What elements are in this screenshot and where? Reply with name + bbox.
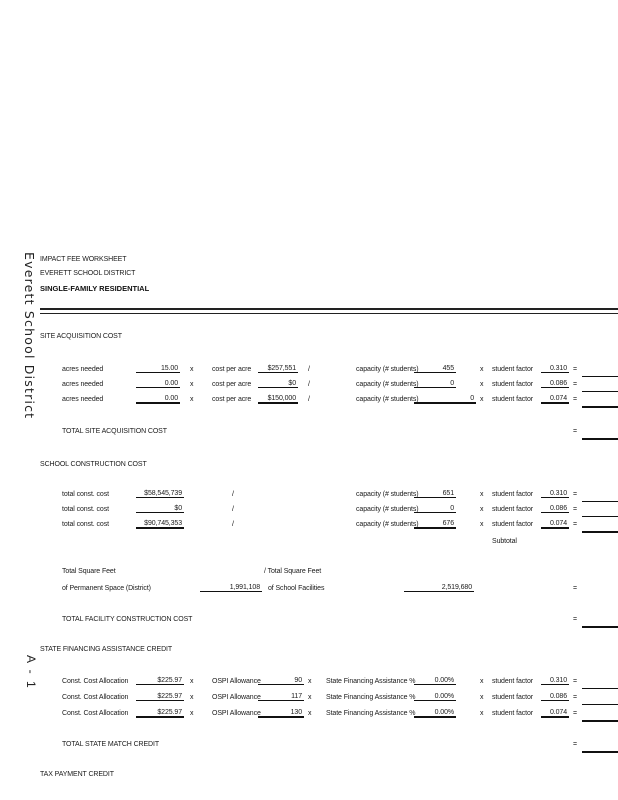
ospi-allowance-label: OSPI Allowance xyxy=(212,678,261,685)
header-divider-top xyxy=(40,308,618,310)
acres-value: 0.00 xyxy=(136,395,180,404)
eq-operator: = xyxy=(573,491,578,498)
capacity-label: capacity (# students) xyxy=(356,366,419,373)
acres-label: acres needed xyxy=(62,396,104,403)
result-line xyxy=(582,406,618,408)
student-factor-label: student factor xyxy=(492,396,534,403)
sfa-label: State Financing Assistance % xyxy=(326,694,416,701)
sfa-label: State Financing Assistance % xyxy=(326,678,416,685)
mult-operator: x xyxy=(480,521,484,528)
mult-operator: x xyxy=(190,710,194,717)
student-factor-label: student factor xyxy=(492,710,534,717)
student-factor-label: student factor xyxy=(492,491,534,498)
total-const-cost-value: $90,745,353 xyxy=(136,520,184,529)
total-const-cost-value: $58,545,739 xyxy=(136,490,184,498)
sfa-value: 0.00% xyxy=(414,677,456,685)
capacity-label: capacity (# students) xyxy=(356,396,419,403)
eq-operator: = xyxy=(573,694,578,701)
capacity-value: 0 xyxy=(414,395,476,404)
ospi-allowance-label: OSPI Allowance xyxy=(212,694,261,701)
student-factor-value: 0.074 xyxy=(541,395,569,404)
eq-operator: = xyxy=(573,396,578,403)
eq-operator: = xyxy=(573,428,578,435)
sfa-value: 0.00% xyxy=(414,693,456,701)
result-line xyxy=(582,720,618,722)
eq-operator: = xyxy=(573,506,578,513)
mult-operator: x xyxy=(190,366,194,373)
div-operator: / xyxy=(232,521,234,528)
result-line xyxy=(582,531,618,533)
site-total-line xyxy=(582,438,618,440)
cost-per-acre-label: cost per acre xyxy=(212,366,252,373)
permanent-sq-ft-value: 1,991,108 xyxy=(200,584,262,592)
eq-operator: = xyxy=(573,585,578,592)
sfa-label: State Financing Assistance % xyxy=(326,710,416,717)
result-line xyxy=(582,501,618,502)
header-residential-type: SINGLE-FAMILY RESIDENTIAL xyxy=(40,284,150,293)
result-line xyxy=(582,704,618,705)
mult-operator: x xyxy=(308,694,312,701)
capacity-label: capacity (# students) xyxy=(356,381,419,388)
capacity-value: 0 xyxy=(414,380,456,388)
student-factor-label: student factor xyxy=(492,366,534,373)
site-section-title: SITE ACQUISITION COST xyxy=(40,333,122,340)
district-sidebar-label: Everett School District xyxy=(22,252,37,420)
cost-allocation-label: Const. Cost Allocation xyxy=(62,710,129,717)
capacity-label: capacity (# students) xyxy=(356,491,419,498)
tax-section-title: TAX PAYMENT CREDIT xyxy=(40,771,114,778)
state-section-title: STATE FINANCING ASSISTANCE CREDIT xyxy=(40,646,173,653)
mult-operator: x xyxy=(480,366,484,373)
student-factor-value: 0.086 xyxy=(541,380,569,388)
student-factor-label: student factor xyxy=(492,381,534,388)
div-operator: / xyxy=(308,396,310,403)
total-const-cost-label: total const. cost xyxy=(62,506,109,513)
student-factor-value: 0.074 xyxy=(541,520,569,529)
result-line xyxy=(582,376,618,377)
student-factor-value: 0.086 xyxy=(541,505,569,513)
mult-operator: x xyxy=(190,396,194,403)
cost-per-acre-label: cost per acre xyxy=(212,396,252,403)
header-district: EVERETT SCHOOL DISTRICT xyxy=(40,270,136,277)
mult-operator: x xyxy=(308,710,312,717)
div-operator: / xyxy=(232,506,234,513)
site-total-label: TOTAL SITE ACQUISITION COST xyxy=(62,428,167,435)
mult-operator: x xyxy=(480,710,484,717)
student-factor-label: student factor xyxy=(492,678,534,685)
cost-per-acre-value: $0 xyxy=(258,380,298,388)
acres-label: acres needed xyxy=(62,381,104,388)
result-line xyxy=(582,391,618,392)
cost-per-acre-value: $150,000 xyxy=(258,395,298,404)
capacity-value: 455 xyxy=(414,365,456,373)
total-const-cost-label: total const. cost xyxy=(62,491,109,498)
div-operator: / xyxy=(232,491,234,498)
acres-value: 15.00 xyxy=(136,365,180,373)
eq-operator: = xyxy=(573,741,578,748)
ospi-allowance-value: 130 xyxy=(258,709,304,718)
mult-operator: x xyxy=(190,694,194,701)
cost-allocation-value: $225.97 xyxy=(136,693,184,701)
cost-allocation-value: $225.97 xyxy=(136,709,184,718)
student-factor-value: 0.310 xyxy=(541,490,569,498)
eq-operator: = xyxy=(573,710,578,717)
mult-operator: x xyxy=(480,396,484,403)
total-const-cost-label: total const. cost xyxy=(62,521,109,528)
header-divider-bottom xyxy=(40,313,618,314)
mult-operator: x xyxy=(190,678,194,685)
subtotal-label: Subtotal xyxy=(492,538,517,545)
header-worksheet-title: IMPACT FEE WORKSHEET xyxy=(40,256,127,263)
permanent-space-label: of Permanent Space (District) xyxy=(62,585,151,592)
eq-operator: = xyxy=(573,521,578,528)
state-total-line xyxy=(582,751,618,753)
capacity-label: capacity (# students) xyxy=(356,506,419,513)
page-number: A - 1 xyxy=(24,655,38,690)
cost-per-acre-label: cost per acre xyxy=(212,381,252,388)
student-factor-label: student factor xyxy=(492,506,534,513)
result-line xyxy=(582,688,618,689)
capacity-value: 651 xyxy=(414,490,456,498)
capacity-value: 676 xyxy=(414,520,456,529)
total-sq-ft-label: Total Square Feet xyxy=(62,568,116,575)
mult-operator: x xyxy=(480,506,484,513)
capacity-label: capacity (# students) xyxy=(356,521,419,528)
cost-allocation-value: $225.97 xyxy=(136,677,184,685)
eq-operator: = xyxy=(573,366,578,373)
student-factor-label: student factor xyxy=(492,521,534,528)
div-operator: / xyxy=(308,381,310,388)
cost-per-acre-value: $257,551 xyxy=(258,365,298,373)
total-const-cost-value: $0 xyxy=(136,505,184,513)
construction-section-title: SCHOOL CONSTRUCTION COST xyxy=(40,461,147,468)
student-factor-value: 0.074 xyxy=(541,709,569,718)
student-factor-value: 0.310 xyxy=(541,365,569,373)
mult-operator: x xyxy=(480,491,484,498)
student-factor-value: 0.086 xyxy=(541,693,569,701)
mult-operator: x xyxy=(480,381,484,388)
construction-total-line xyxy=(582,626,618,628)
mult-operator: x xyxy=(190,381,194,388)
student-factor-label: student factor xyxy=(492,694,534,701)
eq-operator: = xyxy=(573,678,578,685)
sfa-value: 0.00% xyxy=(414,709,456,718)
construction-total-label: TOTAL FACILITY CONSTRUCTION COST xyxy=(62,616,193,623)
school-facilities-label: of School Facilities xyxy=(268,585,325,592)
student-factor-value: 0.310 xyxy=(541,677,569,685)
mult-operator: x xyxy=(480,694,484,701)
div-operator: / xyxy=(308,366,310,373)
ospi-allowance-value: 117 xyxy=(258,693,304,701)
ospi-allowance-label: OSPI Allowance xyxy=(212,710,261,717)
school-sq-ft-label: / Total Square Feet xyxy=(264,568,322,575)
acres-label: acres needed xyxy=(62,366,104,373)
result-line xyxy=(582,516,618,517)
eq-operator: = xyxy=(573,381,578,388)
eq-operator: = xyxy=(573,616,578,623)
mult-operator: x xyxy=(308,678,312,685)
state-total-label: TOTAL STATE MATCH CREDIT xyxy=(62,741,160,748)
cost-allocation-label: Const. Cost Allocation xyxy=(62,678,129,685)
cost-allocation-label: Const. Cost Allocation xyxy=(62,694,129,701)
mult-operator: x xyxy=(480,678,484,685)
capacity-value: 0 xyxy=(414,505,456,513)
ospi-allowance-value: 90 xyxy=(258,677,304,685)
school-sq-ft-value: 2,519,680 xyxy=(404,584,474,592)
acres-value: 0.00 xyxy=(136,380,180,388)
